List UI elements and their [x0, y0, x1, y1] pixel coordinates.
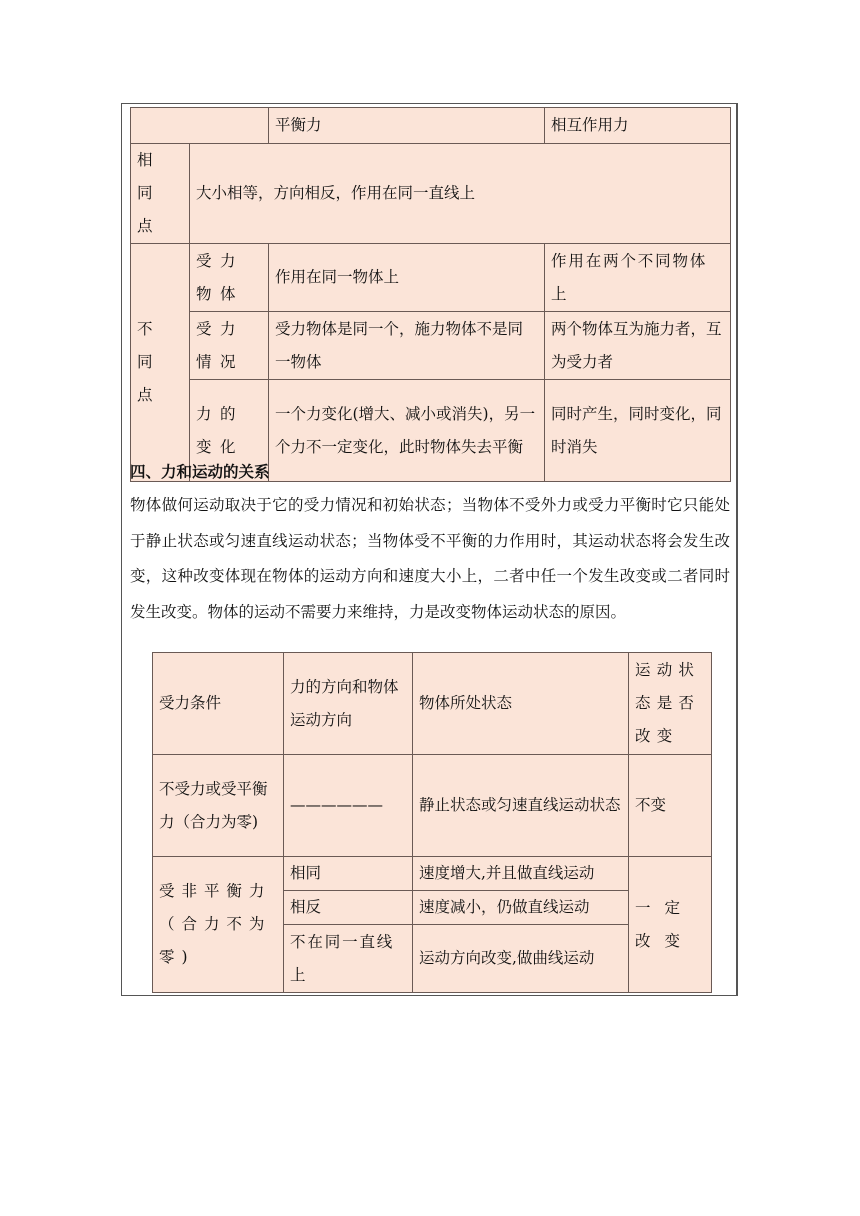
- table-row: [131, 312, 731, 380]
- direction-cell: ——————: [284, 755, 413, 857]
- same-point-label: 相同点: [131, 144, 190, 244]
- header-changed: 运动状态是否改变: [629, 653, 712, 755]
- header-interaction-force: 相互作用力: [545, 108, 731, 144]
- interaction-cell: 同时产生，同时变化，同时消失: [545, 380, 731, 482]
- section-heading: 四、力和运动的关系: [130, 462, 270, 481]
- aspect-cell: 力的变化: [190, 380, 269, 482]
- header-condition: 受力条件: [153, 653, 284, 755]
- aspect-cell: 受力物体: [190, 244, 269, 312]
- interaction-cell: 两个物体互为施力者，互为受力者: [545, 312, 731, 380]
- force-comparison-table: [130, 107, 731, 482]
- table-row: [153, 755, 712, 857]
- document-frame: [121, 103, 738, 996]
- interaction-cell: 作用在两个不同物体上: [545, 244, 731, 312]
- header-state: 物体所处状态: [413, 653, 629, 755]
- state-cell: 速度减小，仍做直线运动: [413, 891, 629, 925]
- state-cell: 速度增大,并且做直线运动: [413, 857, 629, 891]
- balance-cell: 作用在同一物体上: [269, 244, 545, 312]
- table-row: [131, 244, 731, 312]
- balance-cell: 受力物体是同一个，施力物体不是同一物体: [269, 312, 545, 380]
- same-point-text: 大小相等，方向相反，作用在同一直线上: [190, 144, 731, 244]
- table-row: [131, 144, 731, 244]
- table-row: [153, 857, 712, 891]
- balance-cell: 一个力变化(增大、减小或消失)，另一个力不一定变化，此时物体失去平衡: [269, 380, 545, 482]
- table-row: [153, 653, 712, 755]
- direction-cell: 相反: [284, 891, 413, 925]
- direction-cell: 相同: [284, 857, 413, 891]
- state-cell: 运动方向改变,做曲线运动: [413, 925, 629, 993]
- header-direction: 力的方向和物体运动方向: [284, 653, 413, 755]
- section-paragraph: 物体做何运动取决于它的受力情况和初始状态；当物体不受外力或受力平衡时它只能处于静止状态或匀速直线运动状态；当物体受不平衡的力作用时，其运动状态将会发生改变，这种改变体现在物体的运动方向和速度大小上，二者中任一个发生改变或二者同时发生改变。物体的运动不需要力来维持，力是改变物体运动状态的原因。: [130, 496, 730, 621]
- header-empty-cell: [131, 108, 269, 144]
- state-cell: 静止状态或匀速直线运动状态: [413, 755, 629, 857]
- condition-cell: 不受力或受平衡力（合力为零): [153, 755, 284, 857]
- table-row: [131, 108, 731, 144]
- force-motion-table: [152, 652, 712, 993]
- direction-cell: 不在同一直线上: [284, 925, 413, 993]
- header-balance-force: 平衡力: [269, 108, 545, 144]
- diff-point-label: 不同点: [131, 244, 190, 482]
- condition-cell: 受非平衡力（合力不为零): [153, 857, 284, 993]
- changed-cell: 不变: [629, 755, 712, 857]
- changed-cell: 一定改变: [629, 857, 712, 993]
- aspect-cell: 受力情况: [190, 312, 269, 380]
